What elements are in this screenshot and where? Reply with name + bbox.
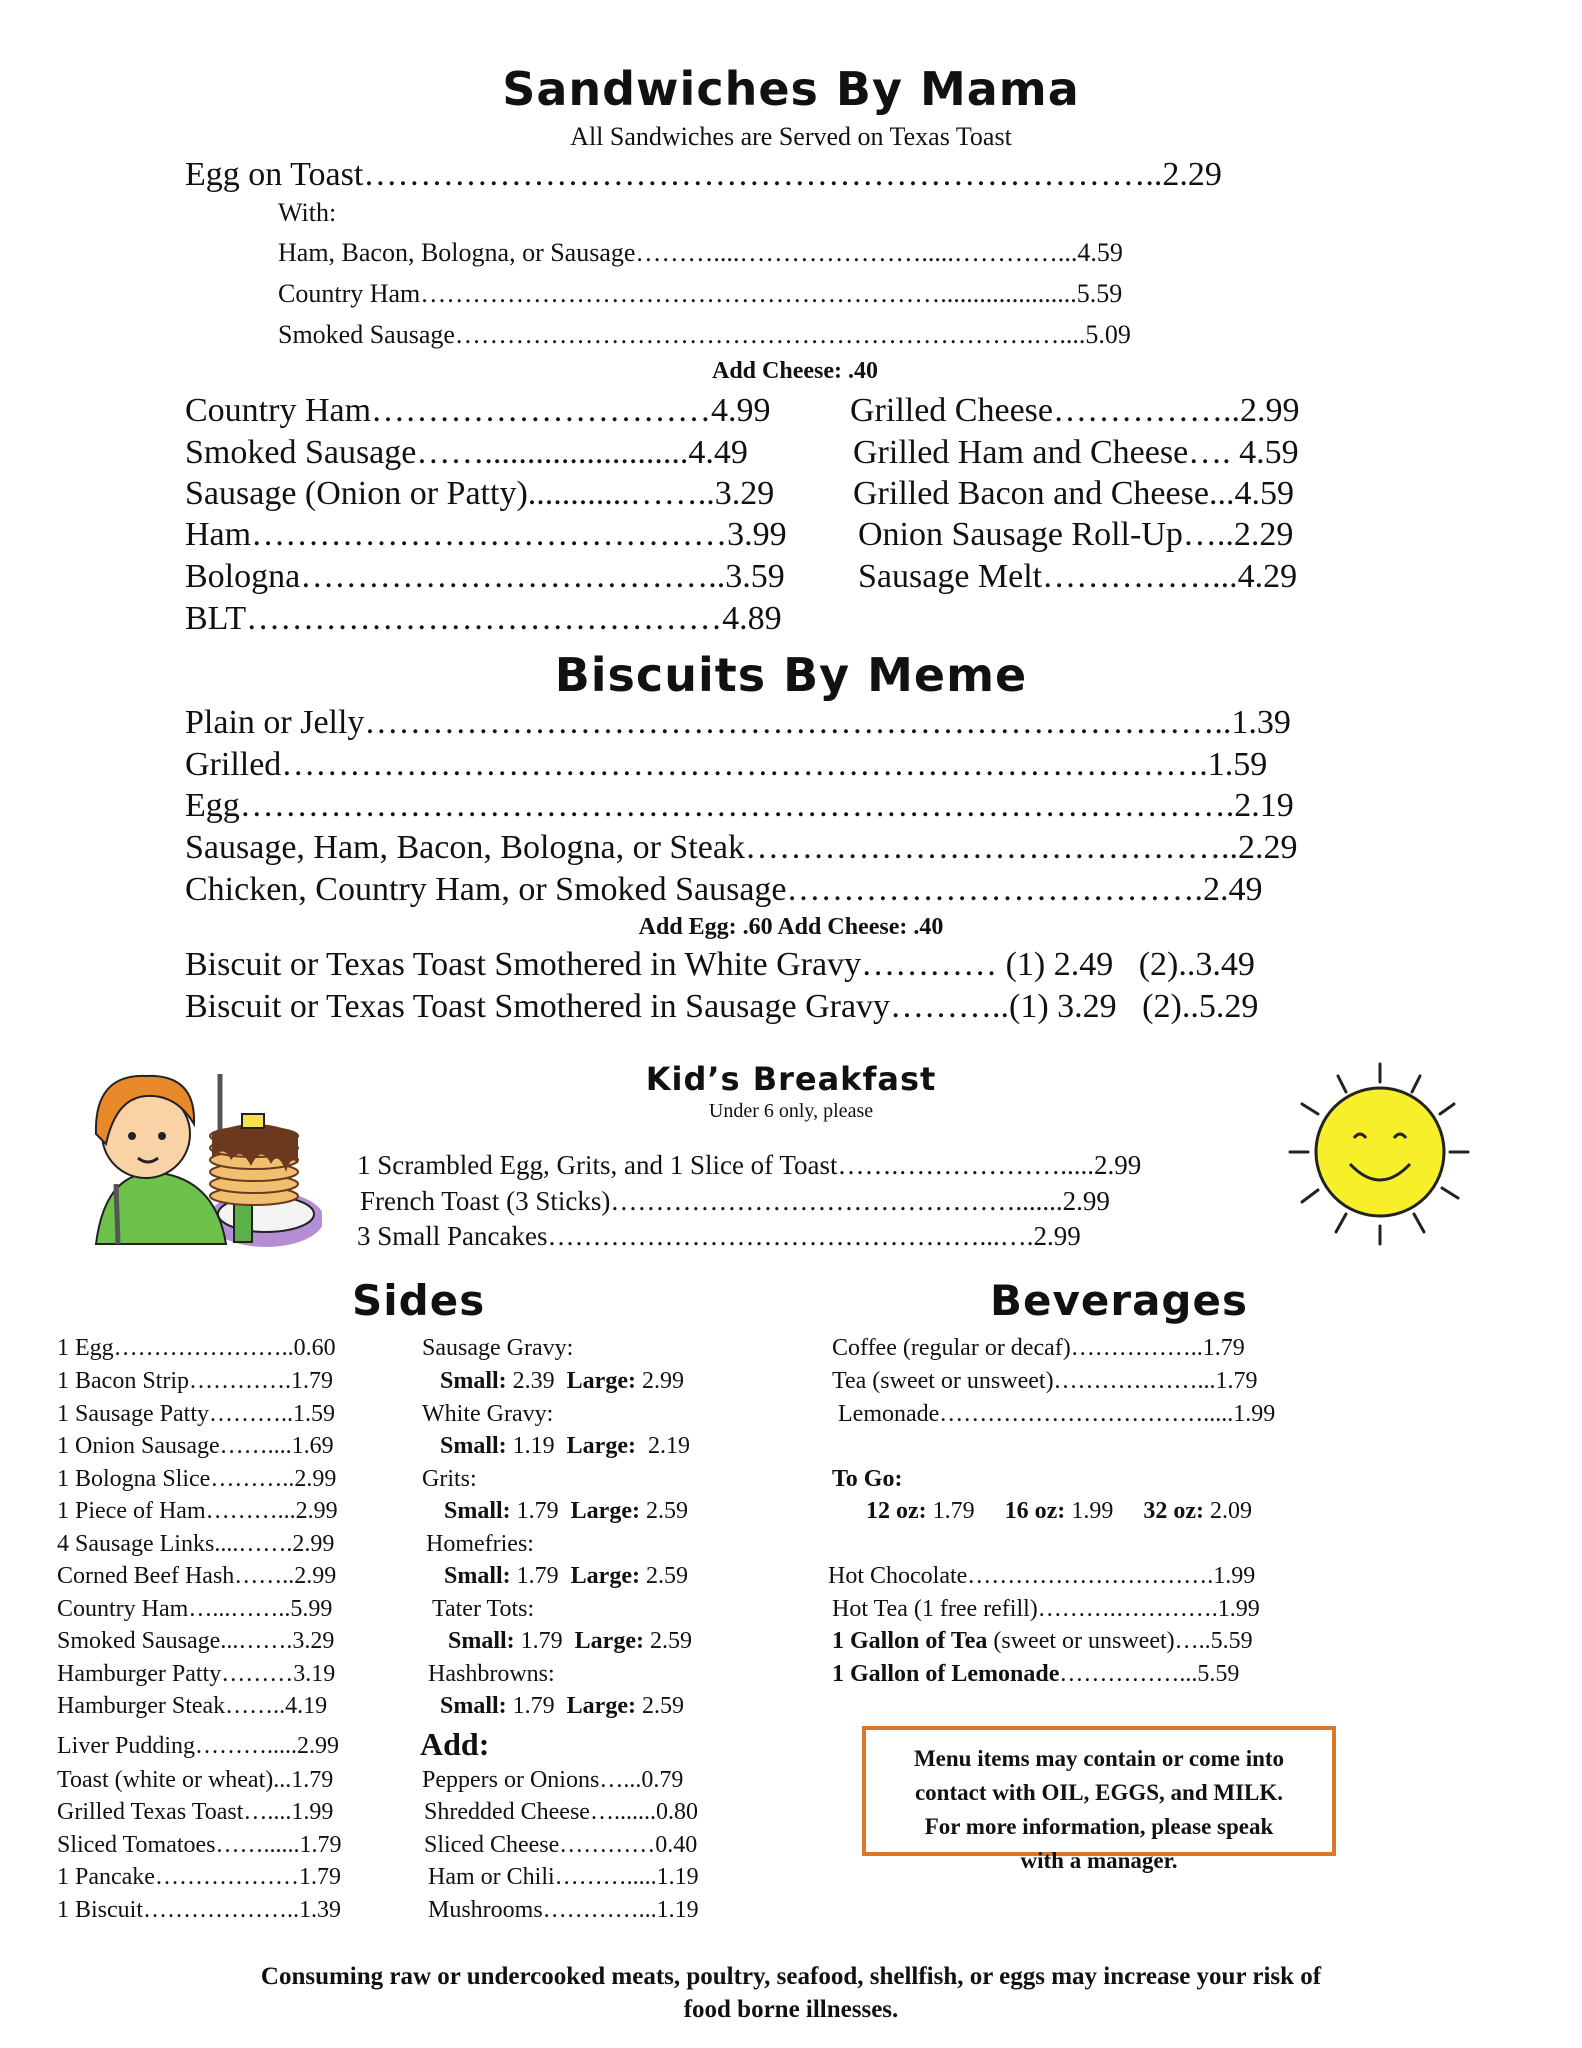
menu-item: Sliced Tomatoes……......1.79 (57, 1832, 342, 1858)
menu-item: Sausage (Onion or Patty)............……..3.29 (185, 475, 775, 512)
to-go-label: To Go: (832, 1466, 903, 1492)
egg-on-toast: Egg on Toast……………………………………………………………..2.29 (185, 156, 1222, 193)
menu-item: 1 Gallon of Lemonade……………...5.59 (832, 1661, 1240, 1687)
menu-item: Grilled Bacon and Cheese...4.59 (853, 475, 1294, 512)
menu-item: 1 Onion Sausage……....1.69 (57, 1433, 334, 1459)
menu-item: 3 Small Pancakes…………………………………………...….2.99 (357, 1221, 1081, 1251)
menu-item: Mushrooms…………...1.19 (428, 1897, 699, 1923)
egg-option: Country Ham…………………………………………………….....................5.59 (278, 279, 1123, 308)
menu-item: Coffee (regular or decaf)……………..1.79 (832, 1335, 1245, 1361)
menu-item: Country Ham…………………………4.99 (185, 392, 771, 429)
menu-item: Smoked Sausage...…….3.29 (57, 1628, 335, 1654)
add-title: Add: (420, 1726, 490, 1762)
menu-item: 4 Sausage Links....…….2.99 (57, 1531, 335, 1557)
menu-item: Peppers or Onions…...0.79 (422, 1767, 684, 1793)
size-prices: Small: 1.79 Large: 2.59 (440, 1693, 684, 1719)
menu-item: Onion Sausage Roll-Up…..2.29 (858, 516, 1294, 553)
menu-item: 1 Biscuit………………..1.39 (57, 1897, 342, 1923)
allergy-notice (862, 1726, 1336, 1873)
menu-item: Tea (sweet or unsweet)………………...1.79 (832, 1368, 1258, 1394)
menu-item: Sausage Melt……………...4.29 (858, 558, 1298, 595)
menu-item: Ham or Chili……….....1.19 (428, 1864, 699, 1890)
menu-item: French Toast (3 Sticks)……………………………………….......2.99 (360, 1186, 1110, 1216)
menu-item: Liver Pudding……….....2.99 (57, 1733, 339, 1759)
menu-item: Hot Tea (1 free refill)……….………….1.99 (832, 1596, 1260, 1622)
egg-option: Ham, Bacon, Bologna, or Sausage………....………………….....…………...4.59 (278, 238, 1123, 267)
add-cheese-note: Add Cheese: .40 (712, 358, 878, 384)
size-prices: Small: 1.19 Large: 2.19 (440, 1433, 690, 1459)
size-prices: Small: 2.39 Large: 2.99 (440, 1368, 684, 1394)
size-prices: Small: 1.79 Large: 2.59 (448, 1628, 692, 1654)
notice-line: contact with OIL, EGGS, and MILK. (914, 1780, 1284, 1805)
menu-item: 1 Bologna Slice………..2.99 (57, 1466, 337, 1492)
menu-item: Hot Chocolate………………………….1.99 (828, 1563, 1256, 1589)
menu-item: Smoked Sausage……........................4.49 (185, 434, 748, 471)
side-group-name: Grits: (422, 1466, 477, 1492)
menu-item: Shredded Cheese….......0.80 (424, 1799, 698, 1825)
menu-item: BLT……………………………………4.89 (185, 600, 782, 637)
menu-item: Corned Beef Hash……..2.99 (57, 1563, 337, 1589)
white-gravy-item: Biscuit or Texas Toast Smothered in White Gravy………… (1) 2.49 (2)..3.49 (185, 946, 1255, 983)
menu-item: 1 Egg…………………..0.60 (57, 1335, 336, 1361)
notice-line: For more information, please speak (924, 1814, 1274, 1839)
menu-item: 1 Gallon of Tea (sweet or unsweet)…..5.59 (832, 1628, 1253, 1654)
menu-item: Grilled……………………………………………………………………….1.59 (185, 746, 1268, 783)
size-prices: Small: 1.79 Large: 2.59 (444, 1563, 688, 1589)
menu-item: 1 Scrambled Egg, Grits, and 1 Slice of Toast…….……………….....2.99 (357, 1150, 1142, 1180)
menu-item: Grilled Texas Toast…....1.99 (57, 1799, 334, 1825)
menu-item: 1 Sausage Patty………..1.59 (57, 1401, 335, 1427)
menu-item: 1 Bacon Strip………….1.79 (57, 1368, 333, 1394)
side-group-name: Hashbrowns: (428, 1661, 555, 1687)
menu-item: Egg…………………………………………………………………………….2.19 (185, 787, 1294, 824)
menu-item: Bologna………………………………..3.59 (185, 558, 785, 595)
footer-line: Consuming raw or undercooked meats, poultry, seafood, shellfish, or eggs may increase your risk of (260, 1963, 1322, 1990)
notice-line: Menu items may contain or come into (913, 1746, 1285, 1771)
kids-title: Kid’s Breakfast (645, 1060, 937, 1098)
notice-line: with a manager. (1020, 1848, 1178, 1873)
footer-line: food borne illnesses. (683, 1996, 899, 2023)
beverages-title: Beverages (990, 1276, 1248, 1325)
menu-item: Grilled Cheese……………..2.99 (850, 392, 1300, 429)
sausage-gravy-item: Biscuit or Texas Toast Smothered in Sausage Gravy………..(1) 3.29 (2)..5.29 (185, 988, 1259, 1025)
menu-item: Sliced Cheese…………0.40 (424, 1832, 698, 1858)
menu-item: Lemonade…………………………….....1.99 (832, 1401, 1276, 1427)
kids-subtitle: Under 6 only, please (708, 1100, 874, 1122)
menu-item: Hamburger Steak……..4.19 (57, 1693, 328, 1719)
menu-item: Sausage, Ham, Bacon, Bologna, or Steak……………………………………..2.29 (185, 829, 1298, 866)
menu-item: Country Ham…...……..5.99 (57, 1596, 333, 1622)
menu-item: 1 Pancake………………1.79 (57, 1864, 341, 1890)
menu-item: 1 Piece of Ham………...2.99 (57, 1498, 338, 1524)
side-group-name: Homefries: (426, 1531, 534, 1557)
menu-item: Plain or Jelly…………………………………………………………………..1.39 (185, 704, 1291, 741)
menu-item: Toast (white or wheat)...1.79 (57, 1767, 334, 1793)
sun-illustration (1268, 1056, 1508, 1256)
menu-item: Grilled Ham and Cheese…. 4.59 (853, 434, 1299, 471)
size-prices: Small: 1.79 Large: 2.59 (444, 1498, 688, 1524)
to-go-sizes: 12 oz: 1.79 16 oz: 1.99 32 oz: 2.09 (866, 1498, 1252, 1524)
biscuits-title: Biscuits By Meme (554, 648, 1028, 702)
with-label: With: (278, 198, 337, 227)
menu-item: Ham……………………………………3.99 (185, 516, 787, 553)
sandwiches-title: Sandwiches By Mama (502, 62, 1080, 116)
menu-item: Hamburger Patty………3.19 (57, 1661, 336, 1687)
side-group-name: Tater Tots: (432, 1596, 535, 1622)
side-group-name: Sausage Gravy: (422, 1335, 574, 1361)
sides-title: Sides (352, 1276, 486, 1325)
sandwiches-subtitle: All Sandwiches are Served on Texas Toast (570, 122, 1012, 151)
food-safety-footer (150, 1960, 1432, 2026)
egg-option: Smoked Sausage………………………………………………………….…....5.09 (278, 320, 1131, 349)
menu-item: Chicken, Country Ham, or Smoked Sausage……………………………….2.49 (185, 871, 1263, 908)
side-group-name: White Gravy: (422, 1401, 554, 1427)
add-egg-cheese-note: Add Egg: .60 Add Cheese: .40 (638, 914, 944, 940)
